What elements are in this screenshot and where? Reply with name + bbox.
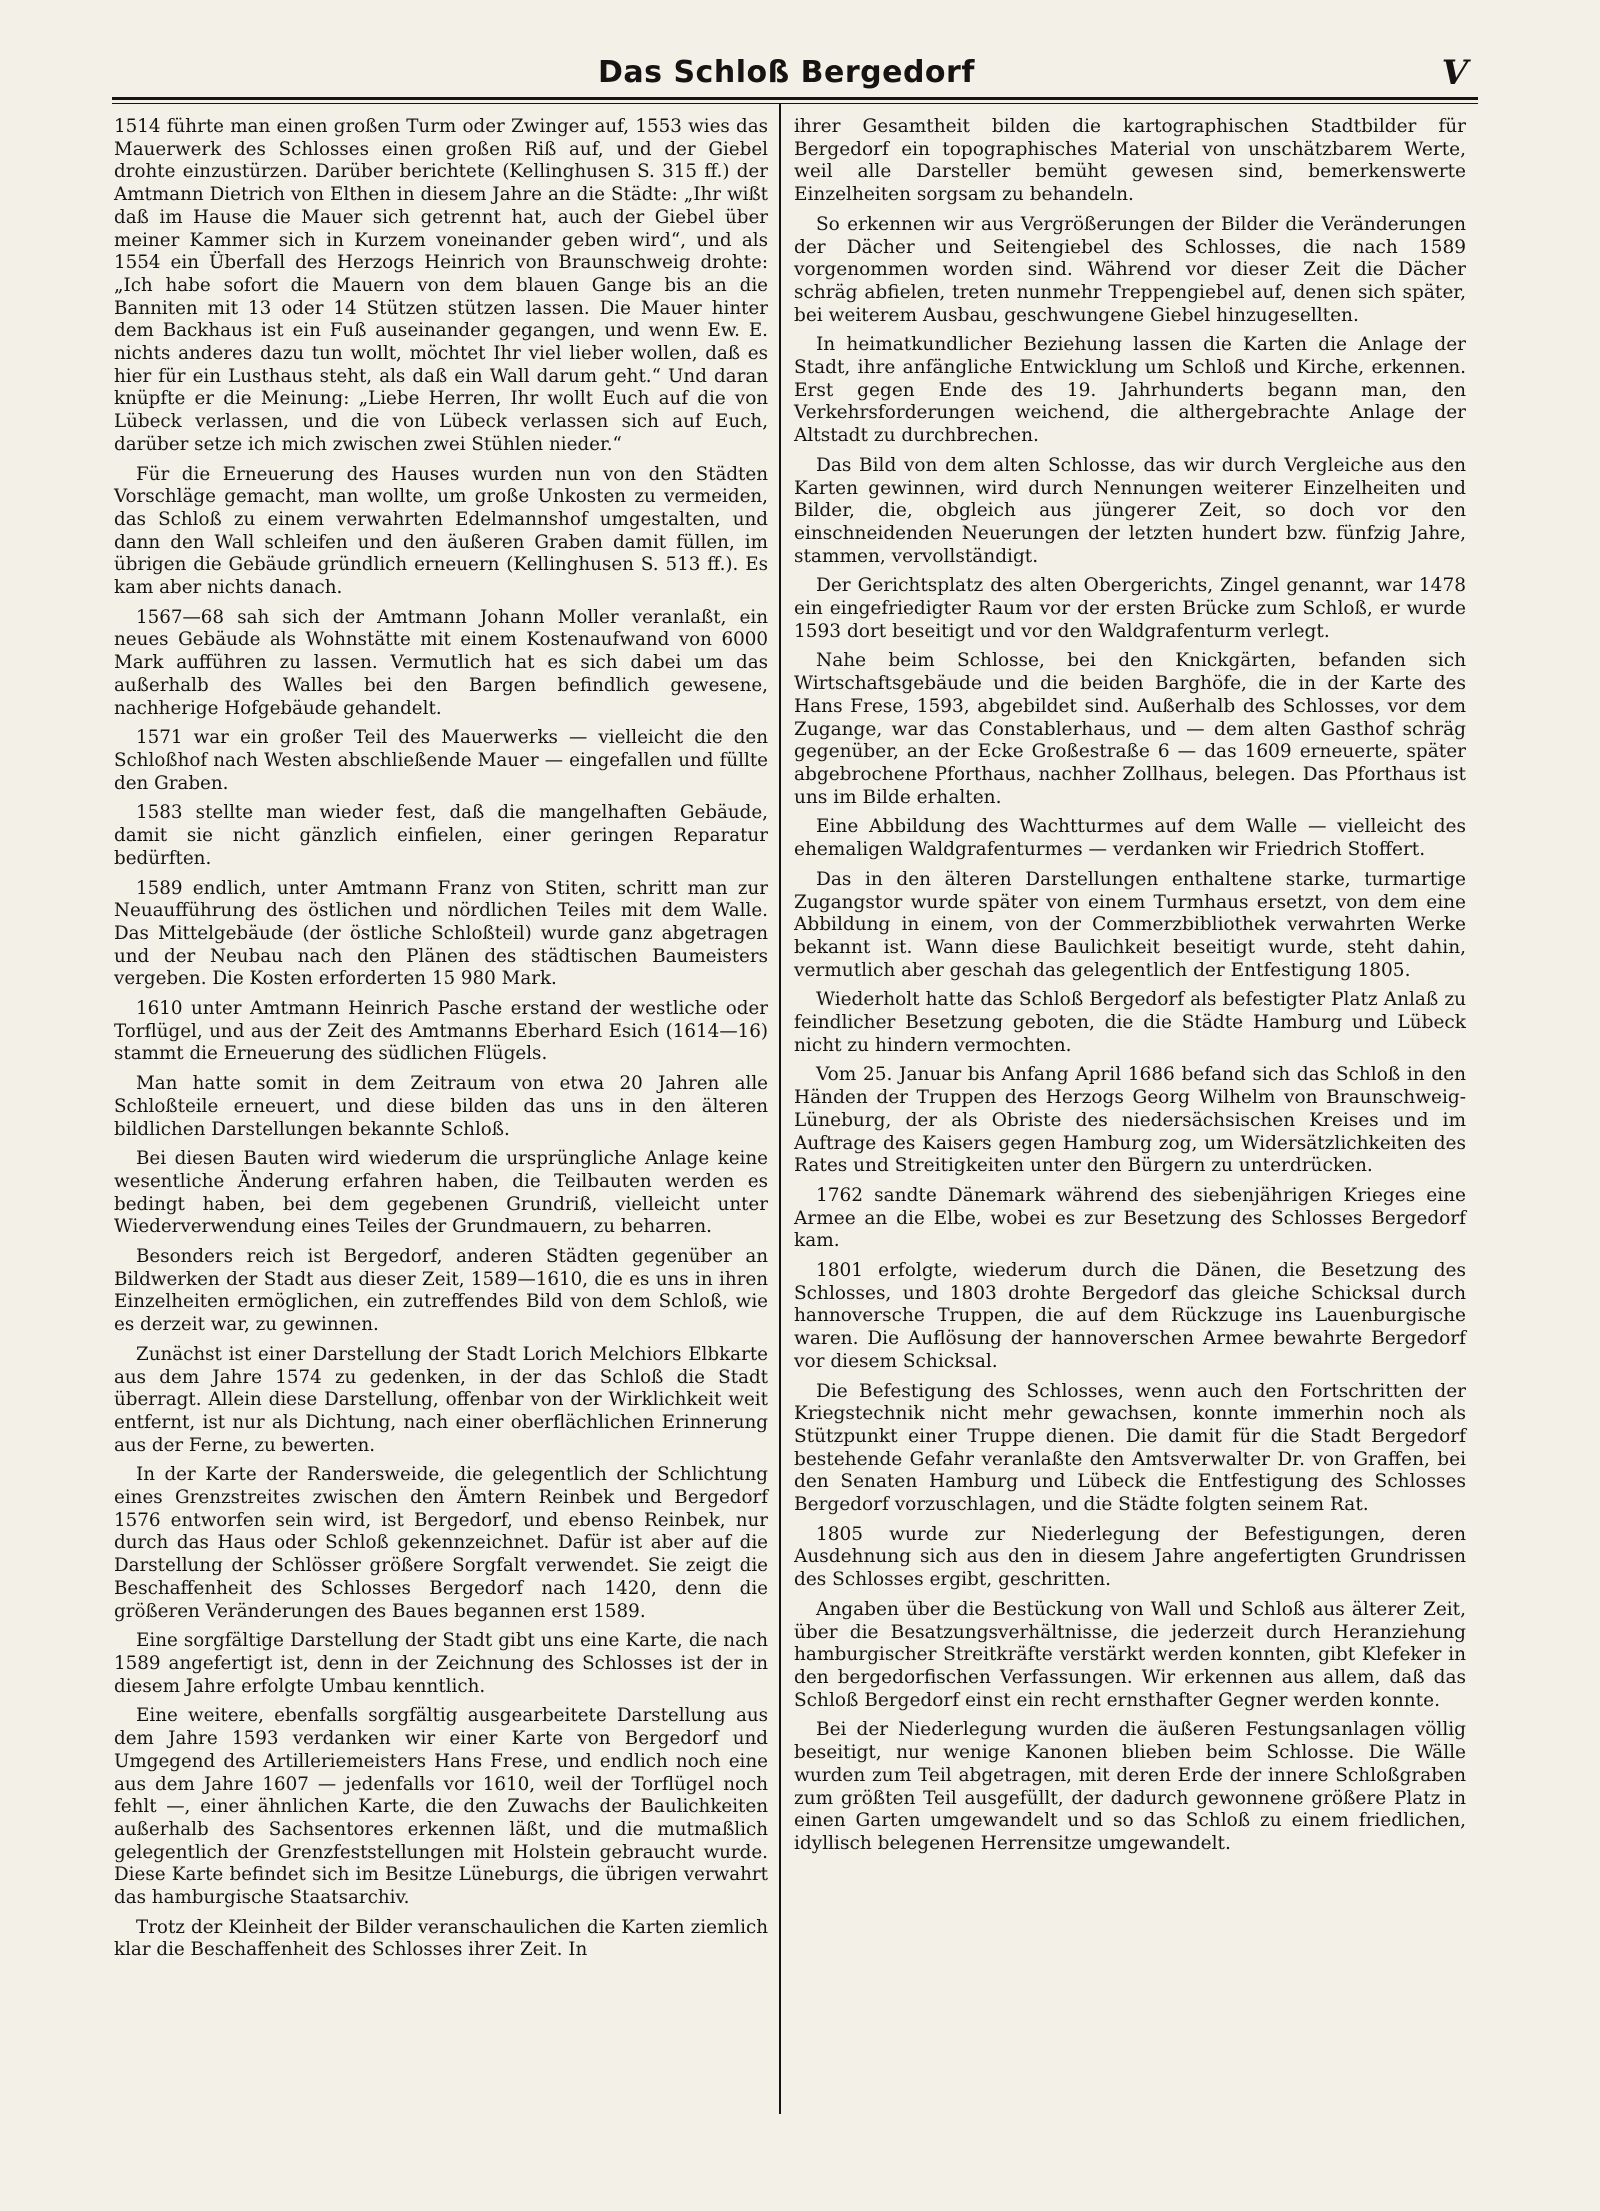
paragraph: Vom 25. Januar bis Anfang April 1686 befand sich das Schloß in den Händen der Truppen des Herzogs Georg Wilhelm von Braunschweig-Lüneburg, der als Obriste des niedersächsischen Kreises und im Auftrage des Kaisers gegen Hamburg zog, um Widersätzlichkeiten des Rates und Streitigkeiten unter den Bürgern zu unterdrücken. [794, 1064, 1466, 1177]
paragraph: ihrer Gesamtheit bilden die kartographischen Stadtbilder für Bergedorf ein topographisches Material von unschätzbarem Werte, weil alle Darsteller bemüht gewesen sind, bemerkenswerte Einzelheiten sorgsam zu behandeln. [794, 116, 1466, 206]
paragraph: Das in den älteren Darstellungen enthaltene starke, turmartige Zugangstor wurde später von einem Turmhaus ersetzt, von dem eine Abbildung in einem, von der Commerzbibliothek verwahrten Werke bekannt ist. Wann diese Baulichkeit beseitigt wurde, steht dahin, vermutlich aber geschah das gelegentlich der Entfestigung 1805. [794, 868, 1466, 981]
paragraph: 1805 wurde zur Niederlegung der Befestigungen, deren Ausdehnung sich aus den in diesem Jahre angefertigten Grundrissen des Schlosses ergibt, geschritten. [794, 1523, 1466, 1591]
paragraph: Die Befestigung des Schlosses, wenn auch den Fortschritten der Kriegstechnik nicht mehr gewachsen, konnte immerhin noch als Stützpunkt einer Truppe dienen. Die damit für die Stadt Bergedorf bestehende Gefahr veranlaßte den Amtsverwalter Dr. von Graffen, bei den Senaten Hamburg und Lübeck die Entfestigung des Schlosses Bergedorf vorzuschlagen, und die Städte folgten seinem Rat. [794, 1380, 1466, 1516]
running-title: Das Schloß Bergedorf [598, 55, 975, 90]
paragraph: Nahe beim Schlosse, bei den Knickgärten, befanden sich Wirtschaftsgebäude und die beiden Barghöfe, die in der Karte des Hans Frese, 1593, abgebildet sind. Außerhalb des Schlosses, vor dem Zugange, war das Constablerhaus, und — dem alten Gasthof schräg gegenüber, an der Ecke Großestraße 6 — das 1609 erneuerte, später abgebrochene Pforthaus, nachher Zollhaus, belegen. Das Pforthaus ist uns im Bilde erhalten. [794, 650, 1466, 808]
column-divider [779, 104, 781, 2114]
paragraph: In heimatkundlicher Beziehung lassen die Karten die Anlage der Stadt, ihre anfängliche Entwicklung um Schloß und Kirche, erkennen. Erst gegen Ende des 19. Jahrhunderts begann man, den Verkehrsforderungen weichend, die althergebrachte Anlage der Altstadt zu durchbrechen. [794, 334, 1466, 447]
paragraph: 1583 stellte man wieder fest, daß die mangelhaften Gebäude, damit sie nicht gänzlich einfielen, einer geringen Reparatur bedürften. [114, 802, 768, 869]
paragraph: 1589 endlich, unter Amtmann Franz von Stiten, schritt man zur Neuaufführung des östlichen und nördlichen Teiles mit dem Walle. Das Mittelgebäude (der östliche Schloßteil) wurde ganz abgetragen und der Neubau nach den Plänen des städtischen Baumeisters vergeben. Die Kosten erforderten 15 980 Mark. [114, 877, 768, 990]
paragraph: Trotz der Kleinheit der Bilder veranschaulichen die Karten ziemlich klar die Beschaffenheit des Schlosses ihrer Zeit. In [114, 1916, 768, 1961]
paragraph: Eine Abbildung des Wachtturmes auf dem Walle — vielleicht des ehemaligen Waldgrafenturmes — verdanken wir Friedrich Stoffert. [794, 816, 1466, 861]
paragraph: 1514 führte man einen großen Turm oder Zwinger auf, 1553 wies das Mauerwerk des Schlosses einen großen Riß auf, und der Giebel drohte einzustürzen. Darüber berichtete (Kellinghusen S. 315 ff.) der Amtmann Dietrich von Elthen in diesem Jahre an die Städte: „Ihr wißt daß im Hause die Mauer sich getrennt hat, auch der Giebel über meiner Kammer sich in Kurzem voneinander geben wird“, und als 1554 ein Überfall des Herzogs Heinrich von Braunschweig drohte: „Ich habe sofort die Mauern von dem blauen Gange bis an die Banniten mit 13 oder 14 Stützen stützen lassen. Die Mauer hinter dem Backhaus ist ein Fuß auseinander gegangen, und wenn Ew. E. nichts anderes dazu tun wollt, möchtet Ihr viel lieber wollen, daß es hier für ein Lusthaus steht, als daß ein Wall darum geht.“ Und daran knüpfte er die Meinung: „Liebe Herren, Ihr wollt Euch auf die von Lübeck verlassen, und die von Lübeck verlassen sich auf Euch, darüber setze ich mich zwischen zwei Stühlen nieder.“ [114, 116, 768, 455]
left-column [114, 116, 768, 1969]
paragraph: Angaben über die Bestückung von Wall und Schloß aus älterer Zeit, über die Besatzungsverhältnisse, die jederzeit durch Heranziehung hamburgischer Streitkräfte verstärkt werden konnten, gibt Klefeker in den bergedorfischen Verfassungen. Wir erkennen aus allem, daß das Schloß Bergedorf einst ein recht ernsthafter Gegner werden konnte. [794, 1598, 1466, 1711]
paragraph: Für die Erneuerung des Hauses wurden nun von den Städten Vorschläge gemacht, man wollte, um große Unkosten zu vermeiden, das Schloß zu einem verwahrten Edelmannshof umgestalten, und dann den Wall schleifen und den äußeren Graben damit füllen, im übrigen die Gebäude gründlich erneuern (Kellinghusen S. 513 ff.). Es kam aber nichts danach. [114, 463, 768, 599]
paragraph: Bei der Niederlegung wurden die äußeren Festungsanlagen völlig beseitigt, nur wenige Kanonen blieben beim Schlosse. Die Wälle wurden zum Teil abgetragen, mit deren Erde der innere Schloßgraben zum größten Teil ausgefüllt, der dadurch gewonnene größere Platz in einen Garten umgewandelt und so das Schloß zu einem friedlichen, idyllisch belegenen Herrensitze umgewandelt. [794, 1719, 1466, 1854]
paragraph: Eine weitere, ebenfalls sorgfältig ausgearbeitete Darstellung aus dem Jahre 1593 verdanken wir einer Karte von Bergedorf und Umgegend des Artilleriemeisters Hans Frese, und endlich noch eine aus dem Jahre 1607 — jedenfalls vor 1610, weil der Torflügel noch fehlt —, einer ähnlichen Karte, die den Zuwachs der Baulichkeiten außerhalb des Sachsentores erkennen läßt, und die mutmaßlich gelegentlich der Grenzfeststellungen mit Holstein gebraucht wurde. Diese Karte befindet sich im Besitze Lüneburgs, die übrigen verwahrt das hamburgische Staatsarchiv. [114, 1705, 768, 1909]
paragraph: Besonders reich ist Bergedorf, anderen Städten gegenüber an Bildwerken der Stadt aus dieser Zeit, 1589—1610, die es uns in ihren Einzelheiten ermöglichen, ein zutreffendes Bild von dem Schloß, wie es derzeit war, zu gewinnen. [114, 1246, 768, 1336]
page-number: V [1441, 53, 1468, 93]
paragraph: Man hatte somit in dem Zeitraum von etwa 20 Jahren alle Schloßteile erneuert, und diese bilden das uns in den älteren bildlichen Darstellungen bekannte Schloß. [114, 1073, 768, 1140]
paragraph: Eine sorgfältige Darstellung der Stadt gibt uns eine Karte, die nach 1589 angefertigt ist, denn in der Zeichnung des Schlosses ist der in diesem Jahre erfolgte Umbau kenntlich. [114, 1630, 768, 1697]
paragraph: Das Bild von dem alten Schlosse, das wir durch Vergleiche aus den Karten gewinnen, wird durch Nennungen weiterer Einzelheiten und Bilder, die, obgleich aus jüngerer Zeit, so doch vor den einschneidenden Neuerungen der letzten hundert bzw. fünfzig Jahre, stammen, vervollständigt. [794, 454, 1466, 567]
header-rule-thin [112, 103, 1478, 104]
paragraph: Wiederholt hatte das Schloß Bergedorf als befestigter Platz Anlaß zu feindlicher Besetzung geboten, die die Städte Hamburg und Lübeck nicht zu hindern vermochten. [794, 989, 1466, 1056]
paragraph: Zunächst ist einer Darstellung der Stadt Lorich Melchiors Elbkarte aus dem Jahre 1574 zu gedenken, in der das Schloß die Stadt überragt. Allein diese Darstellung, offenbar von der Wirklichkeit weit entfernt, ist nur als Dichtung, nach einer oberflächlichen Erinnerung aus der Ferne, zu bewerten. [114, 1343, 768, 1456]
page-header [112, 55, 1478, 99]
paragraph: 1801 erfolgte, wiederum durch die Dänen, die Besetzung des Schlosses, und 1803 drohte Bergedorf das gleiche Schicksal durch hannoversche Truppen, die auf dem Rückzuge ins Lauenburgische waren. Die Auflösung der hannoverschen Armee bewahrte Bergedorf vor diesem Schicksal. [794, 1260, 1466, 1372]
paragraph: Bei diesen Bauten wird wiederum die ursprüngliche Anlage keine wesentliche Änderung erfahren haben, die Teilbauten werden es bedingt haben, bei dem gegebenen Grundriß, vielleicht unter Wiederverwendung eines Teiles der Grundmauern, zu beharren. [114, 1148, 768, 1238]
paragraph: 1571 war ein großer Teil des Mauerwerks — vielleicht die den Schloßhof nach Westen abschließende Mauer — eingefallen und füllte den Graben. [114, 727, 768, 794]
paragraph: So erkennen wir aus Vergrößerungen der Bilder die Veränderungen der Dächer und Seitengiebel des Schlosses, die nach 1589 vorgenommen worden sind. Während vor dieser Zeit die Dächer schräg abfielen, treten nunmehr Treppengiebel auf, denen sich später, bei weiterem Ausbau, geschwungene Giebel hinzugesellten. [794, 213, 1466, 326]
paragraph: 1567—68 sah sich der Amtmann Johann Moller veranlaßt, ein neues Gebäude als Wohnstätte mit einem Kostenaufwand von 6000 Mark aufführen zu lassen. Vermutlich hat es sich dabei um das außerhalb des Walles bei den Bargen befindlich gewesene, nachherige Hofgebäude gehandelt. [114, 606, 768, 719]
paragraph: In der Karte der Randersweide, die gelegentlich der Schlichtung eines Grenzstreites zwischen den Ämtern Reinbek und Bergedorf 1576 entworfen sein wird, ist Bergedorf, und ebenso Reinbek, nur durch das Haus oder Schloß gekennzeichnet. Dafür ist aber auf die Darstellung der Schlösser größere Sorgfalt verwendet. Sie zeigt die Beschaffenheit des Schlosses Bergedorf nach 1420, denn die größeren Veränderungen des Baues begannen erst 1589. [114, 1464, 768, 1622]
paragraph: Der Gerichtsplatz des alten Obergerichts, Zingel genannt, war 1478 ein eingefriedigter Raum vor der ersten Brücke zum Schloß, er wurde 1593 dort beseitigt und vor den Waldgrafenturm verlegt. [794, 575, 1466, 642]
header-rule-thick [112, 97, 1478, 100]
right-column [794, 116, 1466, 1863]
paragraph: 1762 sandte Dänemark während des siebenjährigen Krieges eine Armee an die Elbe, wobei es zur Besetzung des Schlosses Bergedorf kam. [794, 1184, 1466, 1252]
paragraph: 1610 unter Amtmann Heinrich Pasche erstand der westliche oder Torflügel, und aus der Zeit des Amtmanns Eberhard Esich (1614—16) stammt die Erneuerung des südlichen Flügels. [114, 998, 768, 1065]
